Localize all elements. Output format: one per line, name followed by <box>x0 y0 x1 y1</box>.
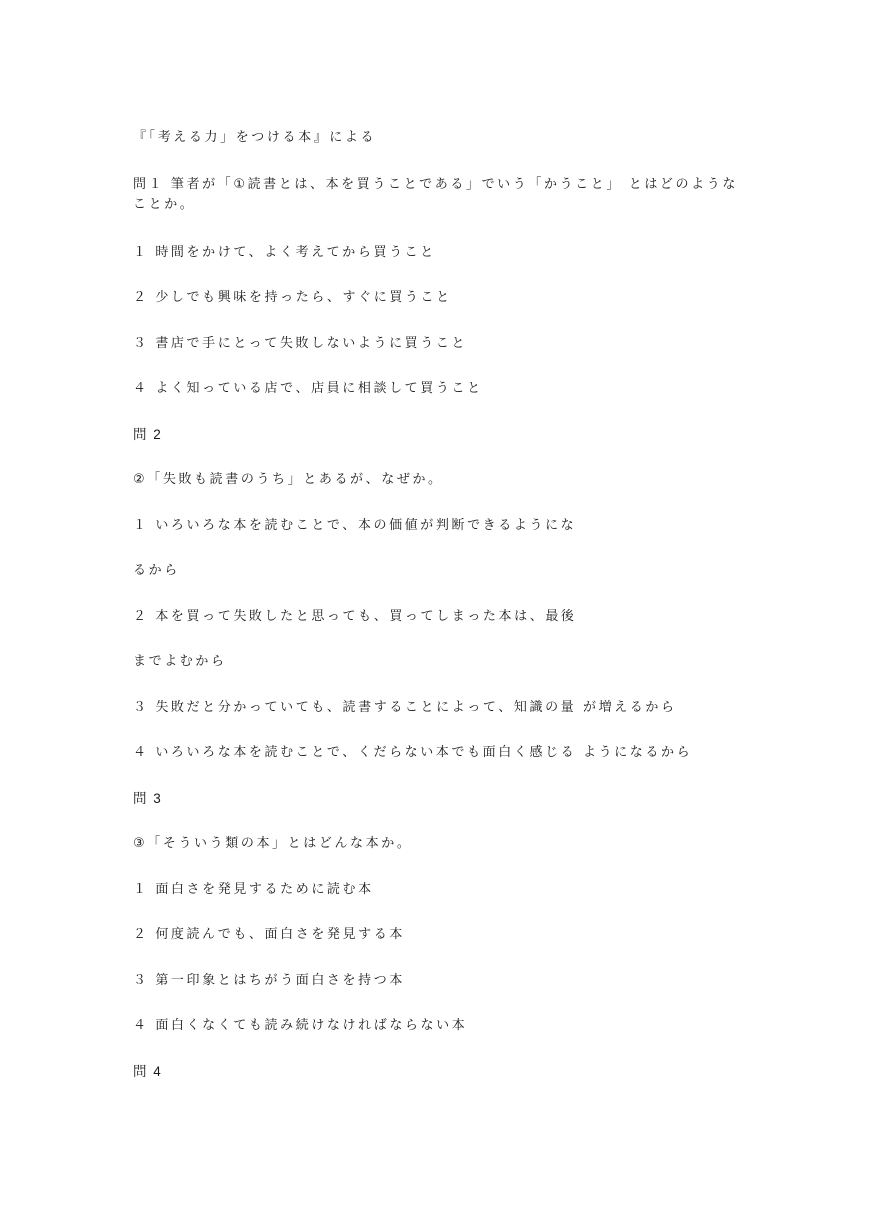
question-2-option-2-continued: までよむから <box>133 654 227 669</box>
question-1-option-3: ３ 書店で手にとって失敗しないように買うこと <box>133 336 468 351</box>
question-3-heading: 問 3 <box>133 791 163 806</box>
question-2-heading: 問 2 <box>133 427 163 442</box>
question-4-heading: 問 4 <box>133 1064 163 1079</box>
question-2-prompt: ②「失敗も読書のうち」とあるが、なぜか。 <box>133 472 444 487</box>
question-3-option-4: ４ 面白くなくても読み続けなければならない本 <box>133 1018 468 1033</box>
question-3-option-2: ２ 何度読んでも、面白さを発見する本 <box>133 927 405 942</box>
source-citation: 『「考える力」をつける本』による <box>133 130 377 145</box>
question-1-option-1: １ 時間をかけて、よく考えてから買うこと <box>133 245 436 260</box>
question-3-option-1: １ 面白さを発見するために読む本 <box>133 882 374 897</box>
question-2-option-1-continued: るから <box>133 563 180 578</box>
question-1-option-4: ４ よく知っている店で、店員に相談して買うこと <box>133 381 483 396</box>
question-1-option-2: ２ 少しでも興味を持ったら、すぐに買うこと <box>133 290 452 305</box>
question-3-prompt: ③「そういう類の本」とはどんな本か。 <box>133 836 413 851</box>
question-2-option-2: ２ 本を買って失敗したと思っても、買ってしまった本は、最後 <box>133 609 577 624</box>
question-3-option-3: ３ 第一印象とはちがう面白さを持つ本 <box>133 973 405 988</box>
question-2-option-1: １ いろいろな本を読むことで、本の価値が判断できるようにな <box>133 518 577 533</box>
question-1-prompt: 問１ 筆者が「①読書とは、本を買うことである」でいう「かうこと」 とはどのようなことか。 <box>133 177 738 212</box>
question-2-option-4: ４ いろいろな本を読むことで、くだらない本でも面白く感じる ようになるから <box>133 745 693 760</box>
question-2-option-3: ３ 失敗だと分かっていても、読書することによって、知識の量 が増えるから <box>133 700 677 715</box>
